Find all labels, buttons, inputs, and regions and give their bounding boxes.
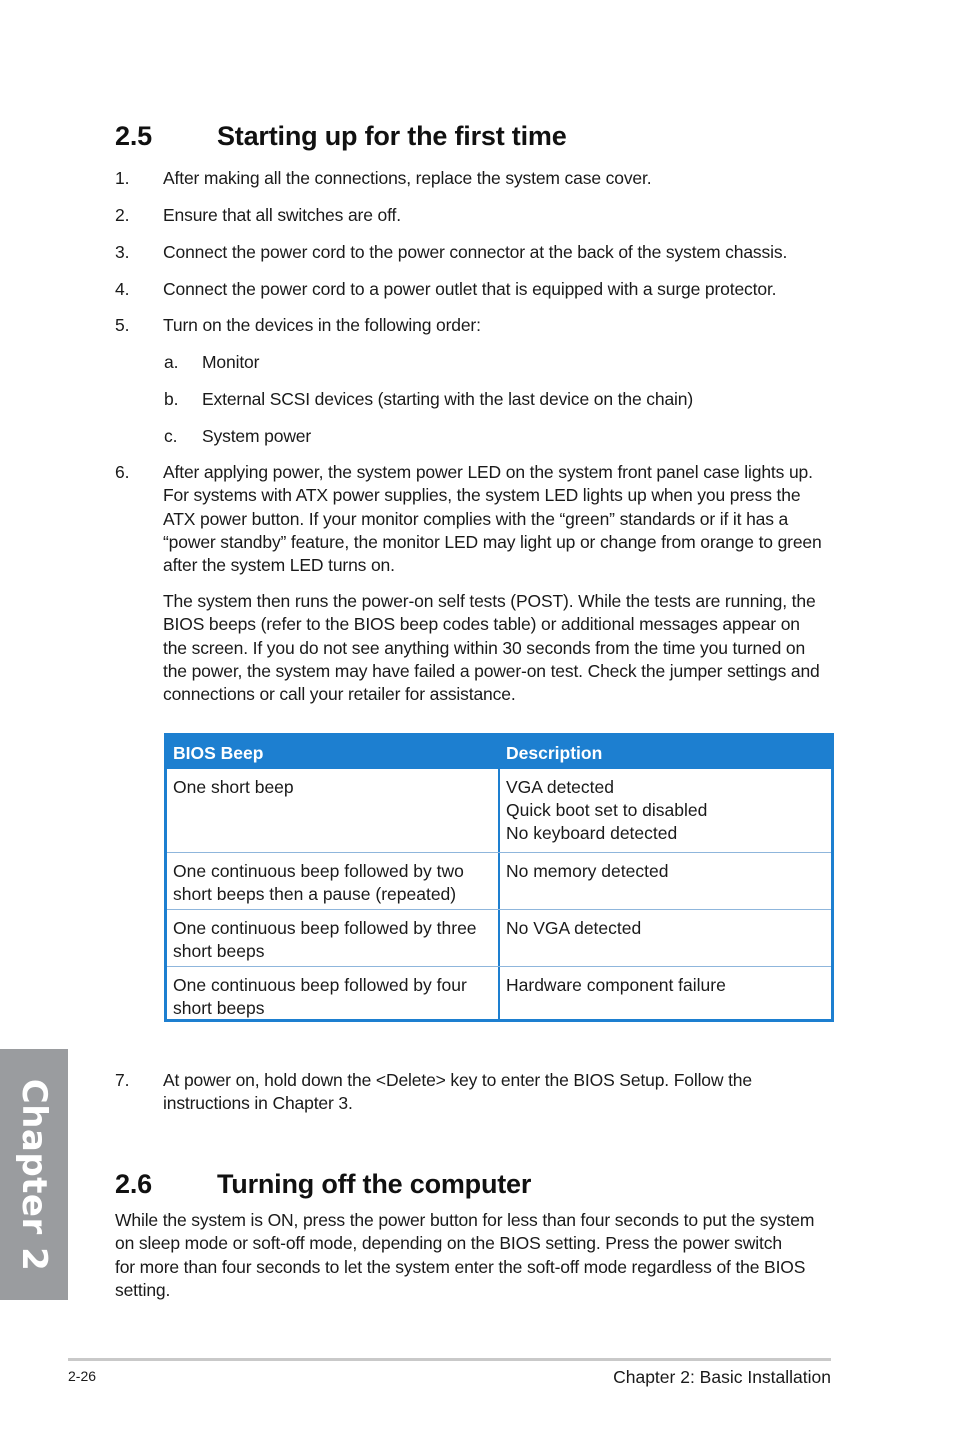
text-line: “power standby” feature, the monitor LED may light up or change from orange to green: [163, 531, 822, 552]
text-line: the power, the system may have failed a power-on test. Check the jumper settings and: [163, 660, 820, 681]
text-line: the screen. If you do not see anything within 30 seconds from the time you turned on: [163, 637, 806, 658]
list-item: [115, 241, 835, 265]
list-text: Connect the power cord to the power connector at the back of the system chassis.: [163, 242, 788, 262]
cell-line: VGA detected: [506, 777, 614, 797]
list-letter: b.: [164, 389, 179, 409]
post-paragraph: [163, 590, 835, 706]
step6-paragraph: [163, 461, 822, 577]
table-header: [167, 736, 831, 769]
table-row: [167, 967, 831, 1019]
text-line: While the system is ON, press the power button for less than four seconds to put the system: [115, 1210, 815, 1230]
text-line: ATX power button. If your monitor complies with the “green” standards or if it has a: [163, 508, 789, 529]
list-number: 4.: [115, 279, 130, 299]
text-line: on sleep mode or soft-off mode, depending on the BIOS setting. Press the power switch: [115, 1233, 782, 1254]
section-number: 2.5: [115, 121, 152, 151]
footer-chapter-title: Chapter 2: Basic Installation: [613, 1367, 831, 1387]
description-cell: [506, 974, 826, 997]
text-line: At power on, hold down the <Delete> key to enter the BIOS Setup. Follow the: [163, 1070, 752, 1090]
text-line: instructions in Chapter 3.: [163, 1093, 353, 1114]
list-text: Turn on the devices in the following order:: [163, 315, 481, 335]
beep-cell: [173, 860, 493, 906]
cell-line: No VGA detected: [506, 918, 642, 938]
text-line: BIOS beeps (refer to the BIOS beep codes table) or additional messages appear on: [163, 614, 800, 635]
beep-cell: [173, 917, 493, 963]
list-item: [115, 278, 835, 302]
cell-line: Hardware component failure: [506, 975, 726, 995]
footer-divider: [68, 1358, 831, 1361]
column-header-bios-beep: BIOS Beep: [173, 743, 264, 763]
list-item: [115, 167, 835, 191]
description-cell: [506, 860, 826, 883]
beep-cell: [173, 974, 493, 1020]
section-title: Starting up for the first time: [217, 121, 567, 151]
list-text: After making all the connections, replace the system case cover.: [163, 168, 652, 188]
list-number: 3.: [115, 242, 130, 262]
list-item: [115, 204, 835, 228]
list-text: Ensure that all switches are off.: [163, 205, 401, 225]
table-row: [167, 853, 831, 909]
text-line: setting.: [115, 1279, 171, 1300]
cell-line: One short beep: [173, 777, 294, 797]
list-number: 5.: [115, 315, 130, 335]
section-heading-2-6: [115, 1169, 815, 1203]
sub-list-item: [164, 425, 834, 449]
section-title: Turning off the computer: [217, 1169, 532, 1199]
chapter-tab: [0, 1049, 68, 1300]
list-text: Connect the power cord to a power outlet that is equipped with a surge protector.: [163, 279, 777, 299]
page-number: 2-26: [68, 1368, 97, 1384]
list-number: 2.: [115, 205, 130, 225]
cell-line: short beeps: [173, 998, 265, 1018]
text-line: After applying power, the system power LED on the system front panel case lights up.: [163, 462, 813, 482]
text-line: For systems with ATX power supplies, the system LED lights up when you press the: [163, 485, 801, 506]
column-header-description: Description: [506, 743, 603, 763]
list-item-6: [115, 461, 835, 579]
text-line: The system then runs the power-on self tests (POST). While the tests are running, the: [163, 591, 816, 611]
text-line: for more than four seconds to let the system enter the soft-off mode regardless of the BIOS: [115, 1256, 806, 1277]
sub-list-item: [164, 388, 834, 412]
cell-line: One continuous beep followed by three: [173, 918, 477, 938]
list-item: [115, 314, 835, 338]
table-row: [167, 769, 831, 852]
description-cell: [506, 776, 826, 845]
cell-line: No memory detected: [506, 861, 669, 881]
list-text: System power: [202, 426, 312, 446]
list-text: Monitor: [202, 352, 260, 372]
beep-cell: [173, 776, 493, 799]
list-number: 7.: [115, 1070, 130, 1090]
list-letter: c.: [164, 426, 178, 446]
description-cell: [506, 917, 826, 940]
cell-line: No keyboard detected: [506, 823, 678, 843]
turning-off-paragraph: [115, 1209, 835, 1302]
cell-line: short beeps then a pause (repeated): [173, 884, 457, 904]
list-letter: a.: [164, 352, 179, 372]
list-number: 1.: [115, 168, 130, 188]
text-line: connections or call your retailer for assistance.: [163, 684, 516, 705]
cell-line: Quick boot set to disabled: [506, 800, 708, 820]
chapter-tab-label: Chapter 2: [14, 1078, 54, 1271]
list-item-7: [115, 1069, 835, 1117]
cell-line: short beeps: [173, 941, 265, 961]
list-text: External SCSI devices (starting with the last device on the chain): [202, 389, 694, 409]
step7-paragraph: [163, 1069, 752, 1116]
sub-list-item: [164, 351, 834, 375]
text-line: after the system LED turns on.: [163, 555, 395, 576]
list-number: 6.: [115, 462, 130, 482]
cell-line: One continuous beep followed by four: [173, 975, 467, 995]
section-heading-2-5: [115, 121, 815, 155]
table-row: [167, 910, 831, 966]
bios-beep-table: [164, 733, 834, 1022]
cell-line: One continuous beep followed by two: [173, 861, 464, 881]
section-number: 2.6: [115, 1169, 152, 1199]
